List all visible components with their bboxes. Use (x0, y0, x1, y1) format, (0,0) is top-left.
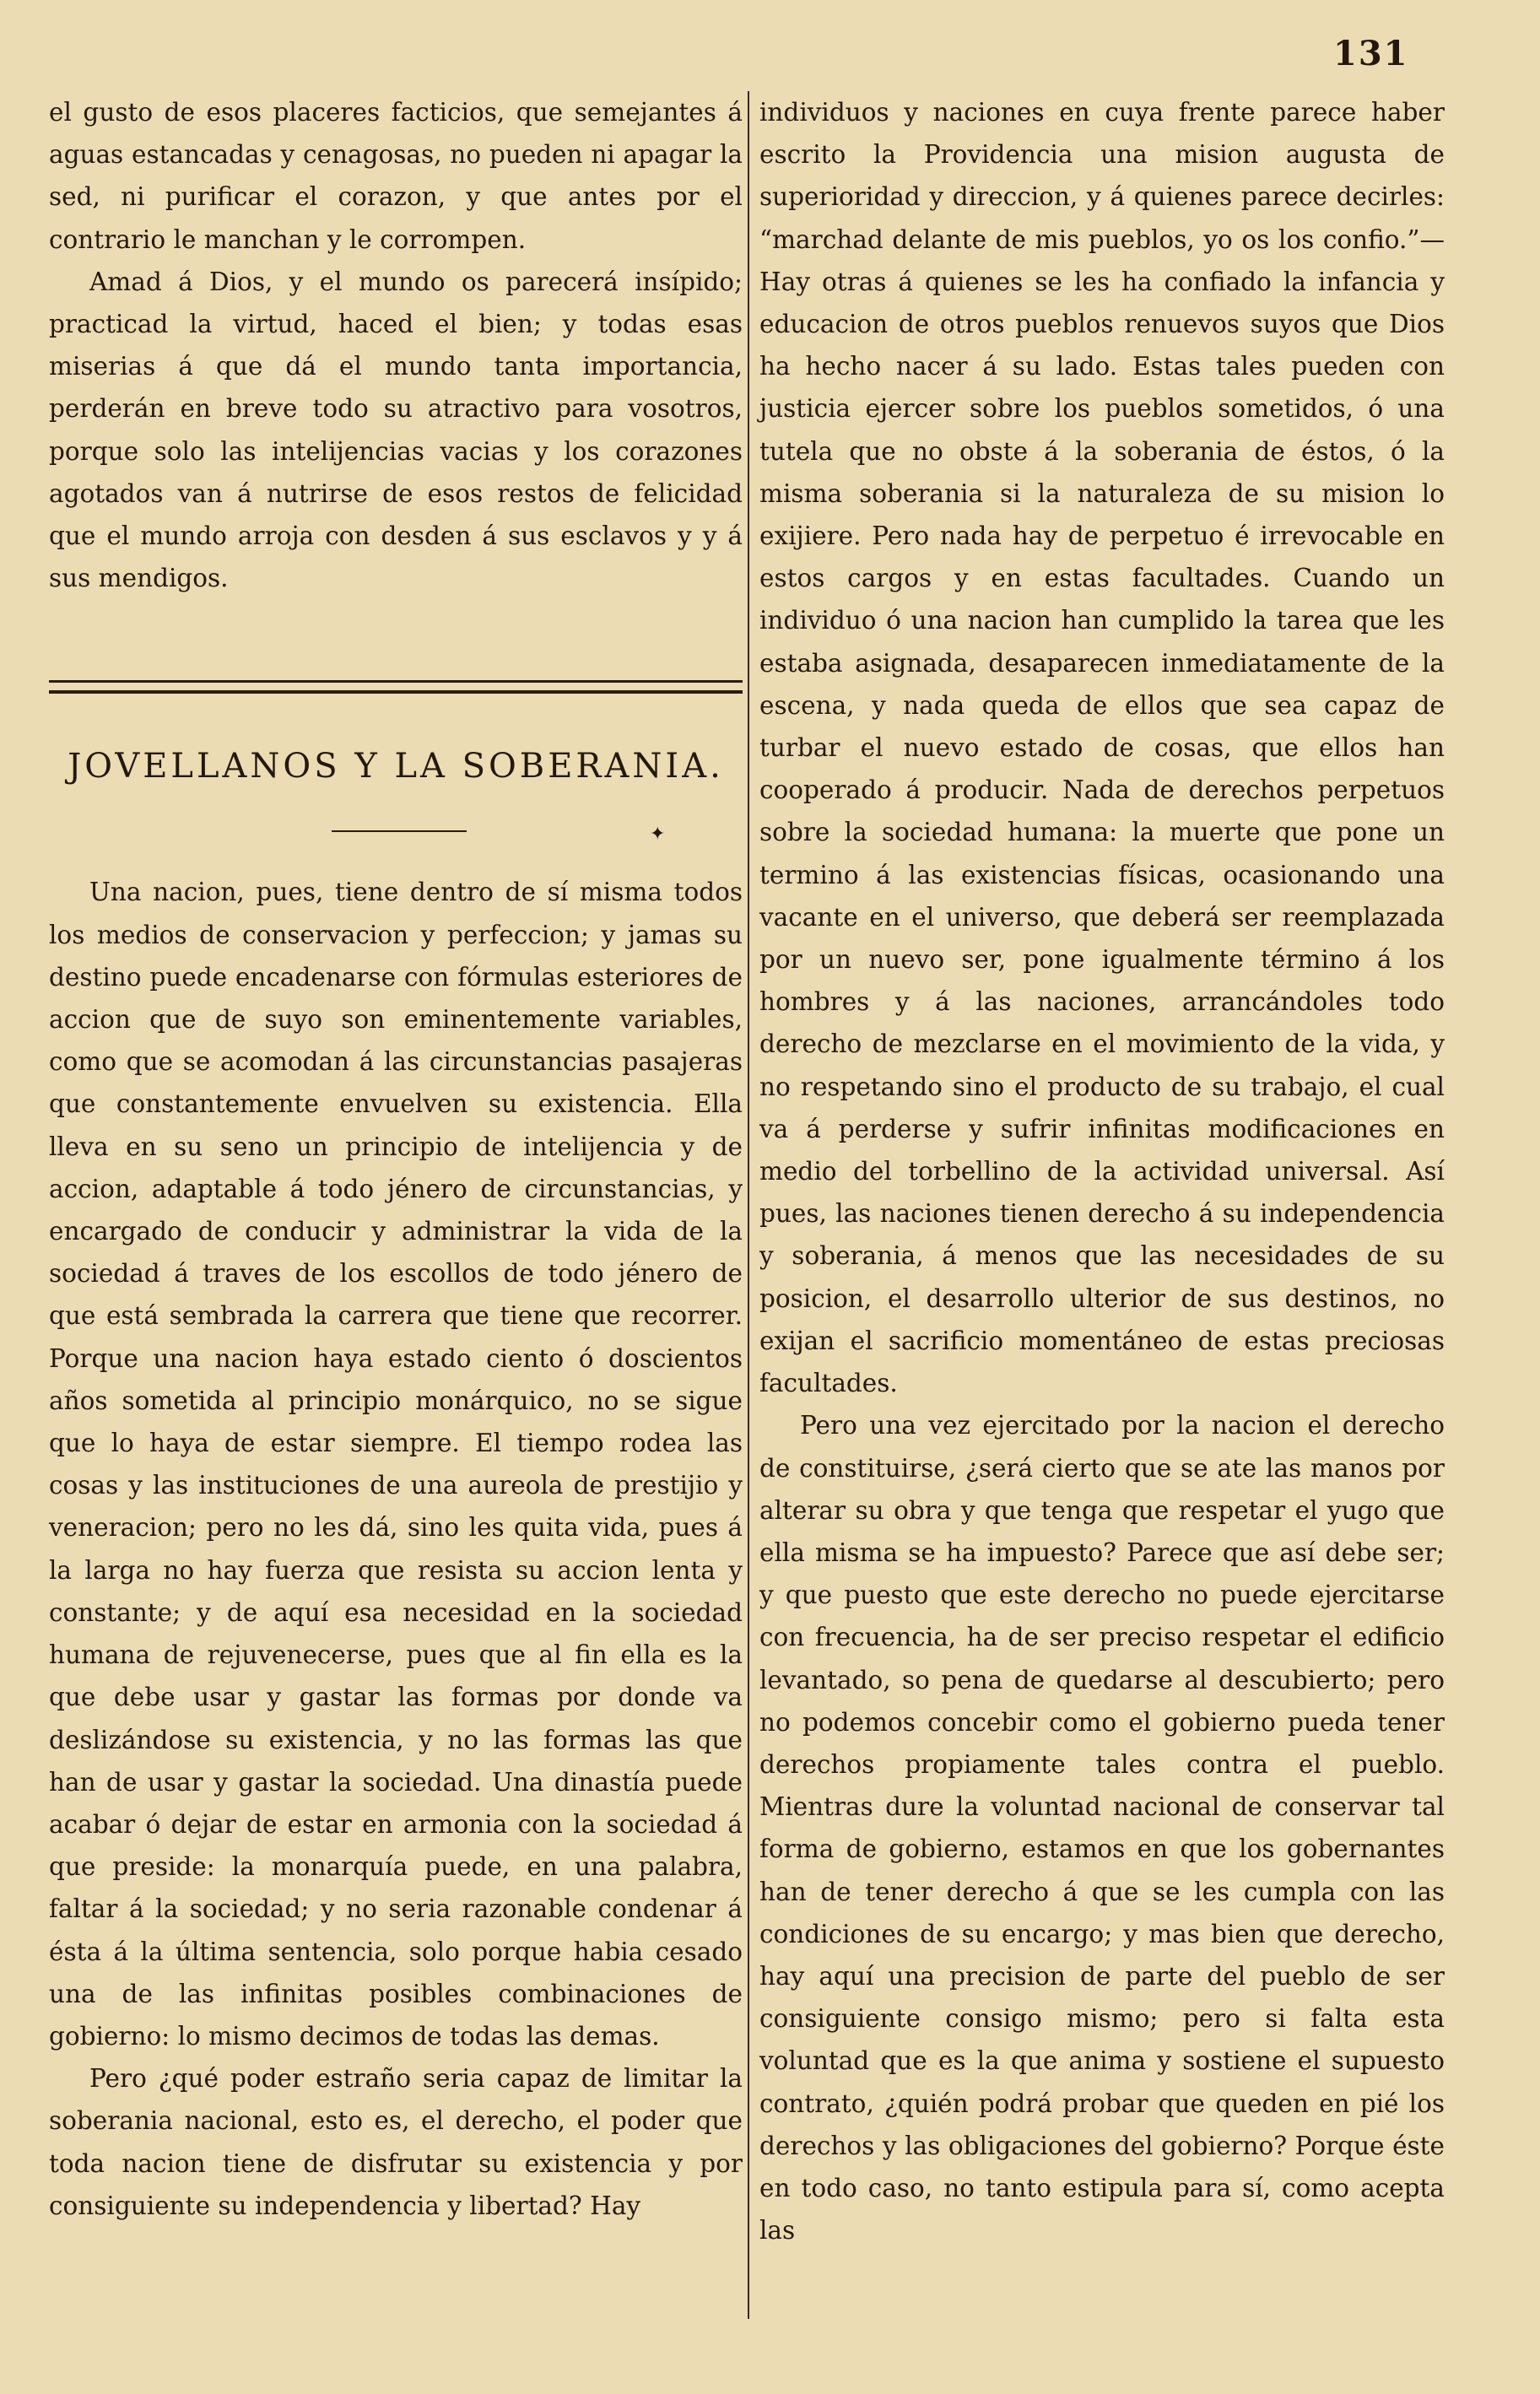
paragraph: individuos y naciones en cuya frente parece haber escrito la Providencia una mision augusta de superioridad y direccion, y á quienes parece decirles: “marchad delante de mis pueblos, yo os los confio.”—Hay otras á quienes se les ha confiado la infancia y educacion de otros pueblos renuevos suyos que Dios ha hecho nacer á su lado. Estas tales pueden con justicia ejercer sobre los pueblos sometidos, ó una tutela que no obste á la soberania de éstos, ó la misma soberania si la naturaleza de su mision lo exijiere. Pero nada hay de perpetuo é irrevocable en estos cargos y en estas facultades. Cuando un individuo ó una nacion han cumplido la tarea que les estaba asignada, desaparecen inmediatamente de la escena, y nada queda de ellos que sea capaz de turbar el nuevo estado de cosas, que ellos han cooperado á producir. Nada de derechos perpetuos sobre la sociedad humana: la muerte que pone un termino á las existencias físicas, ocasionando una vacante en el universo, que deberá ser reemplazada por un nuevo ser, pone igualmente término á los hombres y á las naciones, arrancándoles todo derecho de mezclarse en el movimiento de la vida, y no respetando sino el producto de su trabajo, el cual va á perderse y sufrir infinitas modificaciones en medio del torbellino de la actividad universal. Así pues, las naciones tienen derecho á su independencia y soberania, á menos que las necesidades de su posicion, el desarrollo ulterior de sus destinos, no exijan el sacrificio momentáneo de estas preciosas facultades. (759, 98, 1445, 1398)
heading-ornament (49, 820, 743, 854)
left-column (49, 91, 743, 2227)
section-divider-rule (49, 680, 743, 694)
section-heading: JOVELLANOS Y LA SOBERANIA. (68, 747, 724, 786)
ornament-dash (332, 830, 467, 832)
paragraph: el gusto de esos placeres facticios, que semejantes á aguas estancadas y cenagosas, no pueden ni apagar la sed, ni purificar el corazon, y que antes por el contrario le manchan y le corrompen. (49, 98, 743, 254)
ornament-star-icon: ✦ (650, 824, 666, 846)
paragraph: Pero ¿qué poder estraño seria capaz de limitar la soberania nacional, esto es, el derecho, el poder que toda nacion tiene de disfrutar su existencia y por consiguiente su independencia y libertad? Hay (49, 2064, 743, 2220)
paragraph: Amad á Dios, y el mundo os parecerá insípido; practicad la virtud, haced el bien; y todas esas miserias á que dá el mundo tanta importancia, perderán en breve todo su atractivo para vosotros, porque solo las intelijencias vacias y los corazones agotados van á nutrirse de esos restos de felicidad que el mundo arroja con desden á sus esclavos y y á sus mendigos. (49, 267, 743, 593)
paragraph: Una nacion, pues, tiene dentro de sí misma todos los medios de conservacion y perfeccion; y jamas su destino puede encadenarse con fórmulas esteriores de accion que de suyo son eminentemente variables, como que se acomodan á las circunstancias pasajeras que constantemente envuelven su existencia. Ella lleva en su seno un principio de intelijencia y de accion, adaptable á todo jénero de circunstancias, y encargado de conducir y administrar la vida de la sociedad á traves de los escollos de todo jénero de que está sembrada la carrera que tiene que recorrer. Porque una nacion haya estado ciento ó doscientos años sometida al principio monárquico, no se sigue que lo haya de estar siempre. El tiempo rodea las cosas y las instituciones de una aureola de prestijio y veneracion; pero no les dá, sino les quita vida, pues á la larga no hay fuerza que resista su accion lenta y constante; y de aquí esa necesidad en la sociedad humana de rejuvenecerse, pues que al fin ella es la que debe usar y gastar las formas por donde va deslizándose su existencia, y no las formas las que han de usar y gastar la sociedad. Una dinastía puede acabar ó dejar de estar en armonia con la sociedad á que preside: la monarquía puede, en una palabra, faltar á la sociedad; y no seria razonable condenar á ésta á la última sentencia, solo porque habia cesado una de las infinitas posibles combinaciones de gobierno: lo mismo decimos de todas las demas. (49, 878, 743, 2051)
right-column (759, 91, 1445, 2251)
column-divider (748, 91, 749, 2319)
paragraph: Pero una vez ejercitado por la nacion el derecho de constituirse, ¿será cierto que se ate las manos por alterar su obra y que tenga que respetar el yugo que ella misma se ha impuesto? Parece que así debe ser; y que puesto que este derecho no puede ejercitarse con frecuencia, ha de ser preciso respetar el edificio levantado, so pena de quedarse al descubierto; pero no podemos concebir como el gobierno pueda tener derechos propiamente tales contra el pueblo. Mientras dure la voluntad nacional de conservar tal forma de gobierno, estamos en que los gobernantes han de tener derecho á que se les cumpla con las condiciones de su encargo; y mas bien que derecho, hay aquí una precision de parte del pueblo de ser consiguiente consigo mismo; pero si falta esta voluntad que es la que anima y sostiene el supuesto contrato, ¿quién podrá probar que queden en pié los derechos y las obligaciones del gobierno? Porque éste en todo caso, no tanto estipula para sí, como acepta las (759, 1411, 1445, 2245)
page-number: 131 (1333, 34, 1409, 73)
